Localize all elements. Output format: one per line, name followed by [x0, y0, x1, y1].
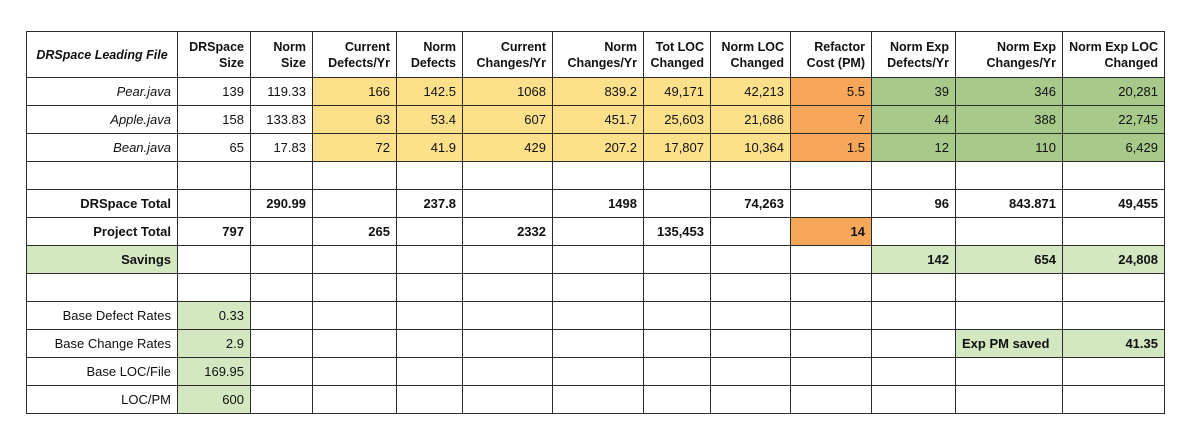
header-cell: Tot LOC Changed	[644, 32, 711, 78]
table-cell	[644, 246, 711, 274]
table-cell: 2332	[463, 218, 553, 246]
param-row	[27, 358, 1165, 386]
file-name-cell: Pear.java	[27, 78, 178, 106]
table-cell	[251, 246, 313, 274]
project-total-row	[27, 218, 1165, 246]
table-cell: 17,807	[644, 134, 711, 162]
table-cell: 843.871	[956, 190, 1063, 218]
empty-row	[27, 162, 1165, 190]
table-cell: 654	[956, 246, 1063, 274]
table-cell	[872, 218, 956, 246]
table-cell	[313, 246, 397, 274]
table-cell: 119.33	[251, 78, 313, 106]
table-cell	[956, 218, 1063, 246]
table-cell: 63	[313, 106, 397, 134]
table-cell: 1068	[463, 78, 553, 106]
table-cell: 237.8	[397, 190, 463, 218]
table-cell: 429	[463, 134, 553, 162]
exp-pm-value: 41.35	[1063, 330, 1165, 358]
header-cell: Norm Size	[251, 32, 313, 78]
table-cell: 12	[872, 134, 956, 162]
header-cell: Norm Exp Changes/Yr	[956, 32, 1063, 78]
table-cell: 1498	[553, 190, 644, 218]
row-label: Savings	[27, 246, 178, 274]
row-label: Project Total	[27, 218, 178, 246]
table-cell: 25,603	[644, 106, 711, 134]
table-cell: 797	[178, 218, 251, 246]
table-cell	[553, 218, 644, 246]
table-cell: 53.4	[397, 106, 463, 134]
table-cell: 388	[956, 106, 1063, 134]
savings-row	[27, 246, 1165, 274]
param-value: 600	[178, 386, 251, 414]
table-cell: 139	[178, 78, 251, 106]
param-label: Base Change Rates	[27, 330, 178, 358]
table-cell	[251, 218, 313, 246]
table-cell: 44	[872, 106, 956, 134]
table-cell	[178, 190, 251, 218]
table-cell: 65	[178, 134, 251, 162]
header-cell: DRSpace Size	[178, 32, 251, 78]
header-cell: Norm LOC Changed	[711, 32, 791, 78]
table-cell: 22,745	[1063, 106, 1165, 134]
table-cell	[463, 190, 553, 218]
table-cell: 14	[791, 218, 872, 246]
table-cell: 20,281	[1063, 78, 1165, 106]
table-cell	[463, 246, 553, 274]
param-value: 169.95	[178, 358, 251, 386]
table-cell: 42,213	[711, 78, 791, 106]
file-name-cell: Bean.java	[27, 134, 178, 162]
file-row	[27, 106, 1165, 134]
exp-pm-label: Exp PM saved	[956, 330, 1063, 358]
table-cell	[313, 190, 397, 218]
header-cell: Refactor Cost (PM)	[791, 32, 872, 78]
param-label: Base LOC/File	[27, 358, 178, 386]
table-cell	[397, 218, 463, 246]
table-cell: 74,263	[711, 190, 791, 218]
row-label: DRSpace Total	[27, 190, 178, 218]
table-cell: 607	[463, 106, 553, 134]
table-cell: 1.5	[791, 134, 872, 162]
table-cell: 5.5	[791, 78, 872, 106]
table-cell: 96	[872, 190, 956, 218]
file-row	[27, 134, 1165, 162]
drspace-total-row	[27, 190, 1165, 218]
table-cell: 49,455	[1063, 190, 1165, 218]
param-row	[27, 386, 1165, 414]
table-cell	[644, 190, 711, 218]
table-cell: 166	[313, 78, 397, 106]
spreadsheet	[26, 31, 1165, 414]
table-cell: 10,364	[711, 134, 791, 162]
table-cell	[711, 246, 791, 274]
table-cell: 346	[956, 78, 1063, 106]
param-label: Base Defect Rates	[27, 302, 178, 330]
table-cell	[711, 218, 791, 246]
file-row	[27, 78, 1165, 106]
header-cell: Norm Defects	[397, 32, 463, 78]
table-cell: 39	[872, 78, 956, 106]
table-cell: 142.5	[397, 78, 463, 106]
table-cell: 17.83	[251, 134, 313, 162]
table-cell: 207.2	[553, 134, 644, 162]
param-row	[27, 302, 1165, 330]
empty-row	[27, 274, 1165, 302]
table-cell: 290.99	[251, 190, 313, 218]
header-row	[27, 32, 1165, 78]
param-value: 2.9	[178, 330, 251, 358]
table-cell: 451.7	[553, 106, 644, 134]
table-cell	[791, 190, 872, 218]
table-cell: 41.9	[397, 134, 463, 162]
table-cell	[553, 246, 644, 274]
table-cell: 49,171	[644, 78, 711, 106]
table-cell: 135,453	[644, 218, 711, 246]
table-cell: 142	[872, 246, 956, 274]
table-cell: 24,808	[1063, 246, 1165, 274]
header-cell: Norm Exp LOC Changed	[1063, 32, 1165, 78]
header-cell: Norm Exp Defects/Yr	[872, 32, 956, 78]
header-cell: Current Defects/Yr	[313, 32, 397, 78]
table-cell: 6,429	[1063, 134, 1165, 162]
table-cell: 72	[313, 134, 397, 162]
table-cell	[791, 246, 872, 274]
header-cell: DRSpace Leading File	[27, 32, 178, 78]
table-cell: 839.2	[553, 78, 644, 106]
table-cell: 265	[313, 218, 397, 246]
table-cell	[397, 246, 463, 274]
table-cell: 7	[791, 106, 872, 134]
header-cell: Current Changes/Yr	[463, 32, 553, 78]
table-cell	[1063, 218, 1165, 246]
table-cell: 110	[956, 134, 1063, 162]
param-label: LOC/PM	[27, 386, 178, 414]
header-cell: Norm Changes/Yr	[553, 32, 644, 78]
drspace-table	[26, 31, 1165, 414]
param-value: 0.33	[178, 302, 251, 330]
file-name-cell: Apple.java	[27, 106, 178, 134]
param-row	[27, 330, 1165, 358]
table-cell	[178, 246, 251, 274]
table-cell: 158	[178, 106, 251, 134]
table-cell: 21,686	[711, 106, 791, 134]
table-cell: 133.83	[251, 106, 313, 134]
